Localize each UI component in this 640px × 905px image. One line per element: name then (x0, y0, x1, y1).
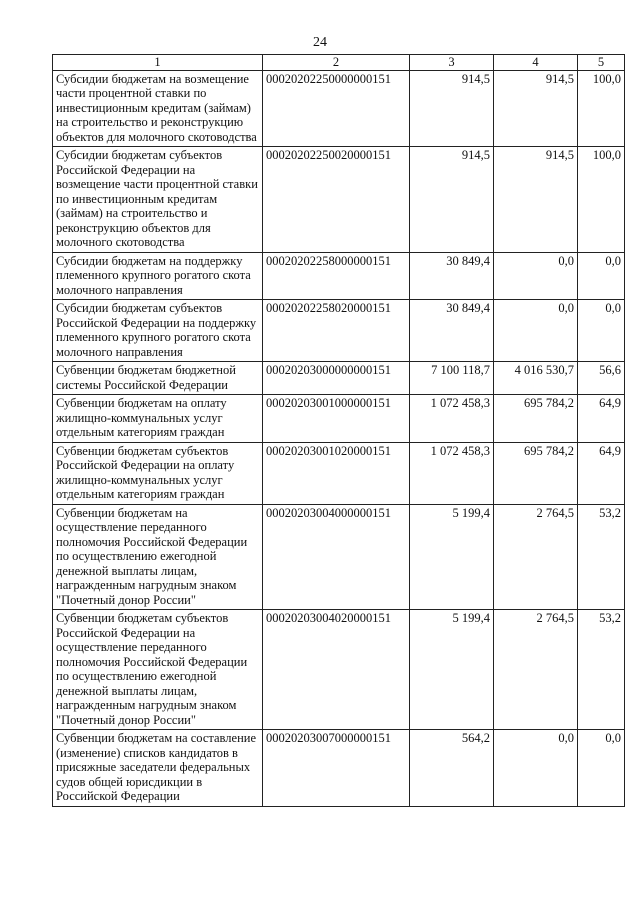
row-code: 00020202258000000151 (263, 252, 410, 300)
column-header: 4 (494, 55, 578, 71)
row-percent: 53,2 (578, 610, 625, 730)
row-code: 00020202250000000151 (263, 70, 410, 147)
budget-table (52, 54, 625, 807)
row-percent: 64,9 (578, 442, 625, 504)
row-code: 00020202250020000151 (263, 147, 410, 253)
row-code: 00020203004000000151 (263, 504, 410, 610)
row-actual: 0,0 (494, 252, 578, 300)
row-percent: 100,0 (578, 70, 625, 147)
column-header: 1 (53, 55, 263, 71)
row-actual: 0,0 (494, 300, 578, 362)
row-plan: 914,5 (410, 147, 494, 253)
table-row (53, 147, 625, 253)
table-row (53, 362, 625, 395)
table-row (53, 300, 625, 362)
table-row (53, 395, 625, 443)
row-plan: 564,2 (410, 730, 494, 807)
row-plan: 5 199,4 (410, 610, 494, 730)
row-actual: 914,5 (494, 147, 578, 253)
row-name: Субвенции бюджетам на составление (изменение) списков кандидатов в присяжные заседатели федеральных судов общей юрисдикции в Российской Федерации (53, 730, 263, 807)
row-actual: 2 764,5 (494, 610, 578, 730)
table-row (53, 504, 625, 610)
row-actual: 2 764,5 (494, 504, 578, 610)
row-percent: 0,0 (578, 730, 625, 807)
row-percent: 100,0 (578, 147, 625, 253)
table-header-row (53, 55, 625, 71)
row-name: Субвенции бюджетам субъектов Российской Федерации на осуществление переданного полномочия Российской Федерации по осуществлению ежегодной денежной выплаты лицам, награжденным нагрудным знаком "Почетный донор России" (53, 610, 263, 730)
row-code: 00020202258020000151 (263, 300, 410, 362)
row-plan: 1 072 458,3 (410, 395, 494, 443)
row-code: 00020203000000000151 (263, 362, 410, 395)
row-name: Субвенции бюджетам на оплату жилищно-коммунальных услуг отдельным категориям граждан (53, 395, 263, 443)
table-row (53, 70, 625, 147)
row-plan: 30 849,4 (410, 300, 494, 362)
row-code: 00020203001000000151 (263, 395, 410, 443)
row-name: Субсидии бюджетам на возмещение части процентной ставки по инвестиционным кредитам (займам) на строительство и реконструкцию объектов для молочного скотоводства (53, 70, 263, 147)
row-name: Субвенции бюджетам субъектов Российской Федерации на оплату жилищно-коммунальных услуг отдельным категориям граждан (53, 442, 263, 504)
row-plan: 1 072 458,3 (410, 442, 494, 504)
table-row (53, 442, 625, 504)
row-actual: 0,0 (494, 730, 578, 807)
row-code: 00020203004020000151 (263, 610, 410, 730)
row-name: Субсидии бюджетам на поддержку племенного крупного рогатого скота молочного направления (53, 252, 263, 300)
row-name: Субсидии бюджетам субъектов Российской Федерации на возмещение части процентной ставки по инвестиционным кредитам (займам) на строительство и реконструкцию объектов для молочного скотоводства (53, 147, 263, 253)
page-number: 24 (313, 35, 327, 50)
row-name: Субсидии бюджетам субъектов Российской Федерации на поддержку племенного крупного рогатого скота молочного направления (53, 300, 263, 362)
row-percent: 56,6 (578, 362, 625, 395)
row-percent: 0,0 (578, 300, 625, 362)
row-actual: 695 784,2 (494, 395, 578, 443)
column-header: 3 (410, 55, 494, 71)
row-percent: 53,2 (578, 504, 625, 610)
row-plan: 30 849,4 (410, 252, 494, 300)
row-actual: 695 784,2 (494, 442, 578, 504)
table-row (53, 610, 625, 730)
column-header: 5 (578, 55, 625, 71)
row-percent: 64,9 (578, 395, 625, 443)
row-name: Субвенции бюджетам бюджетной системы Российской Федерации (53, 362, 263, 395)
table-row (53, 730, 625, 807)
row-plan: 914,5 (410, 70, 494, 147)
row-actual: 4 016 530,7 (494, 362, 578, 395)
row-name: Субвенции бюджетам на осуществление переданного полномочия Российской Федерации по осуществлению ежегодной денежной выплаты лицам, награжденным нагрудным знаком "Почетный донор России" (53, 504, 263, 610)
table-row (53, 252, 625, 300)
row-code: 00020203001020000151 (263, 442, 410, 504)
row-percent: 0,0 (578, 252, 625, 300)
row-code: 00020203007000000151 (263, 730, 410, 807)
row-plan: 5 199,4 (410, 504, 494, 610)
row-plan: 7 100 118,7 (410, 362, 494, 395)
column-header: 2 (263, 55, 410, 71)
row-actual: 914,5 (494, 70, 578, 147)
